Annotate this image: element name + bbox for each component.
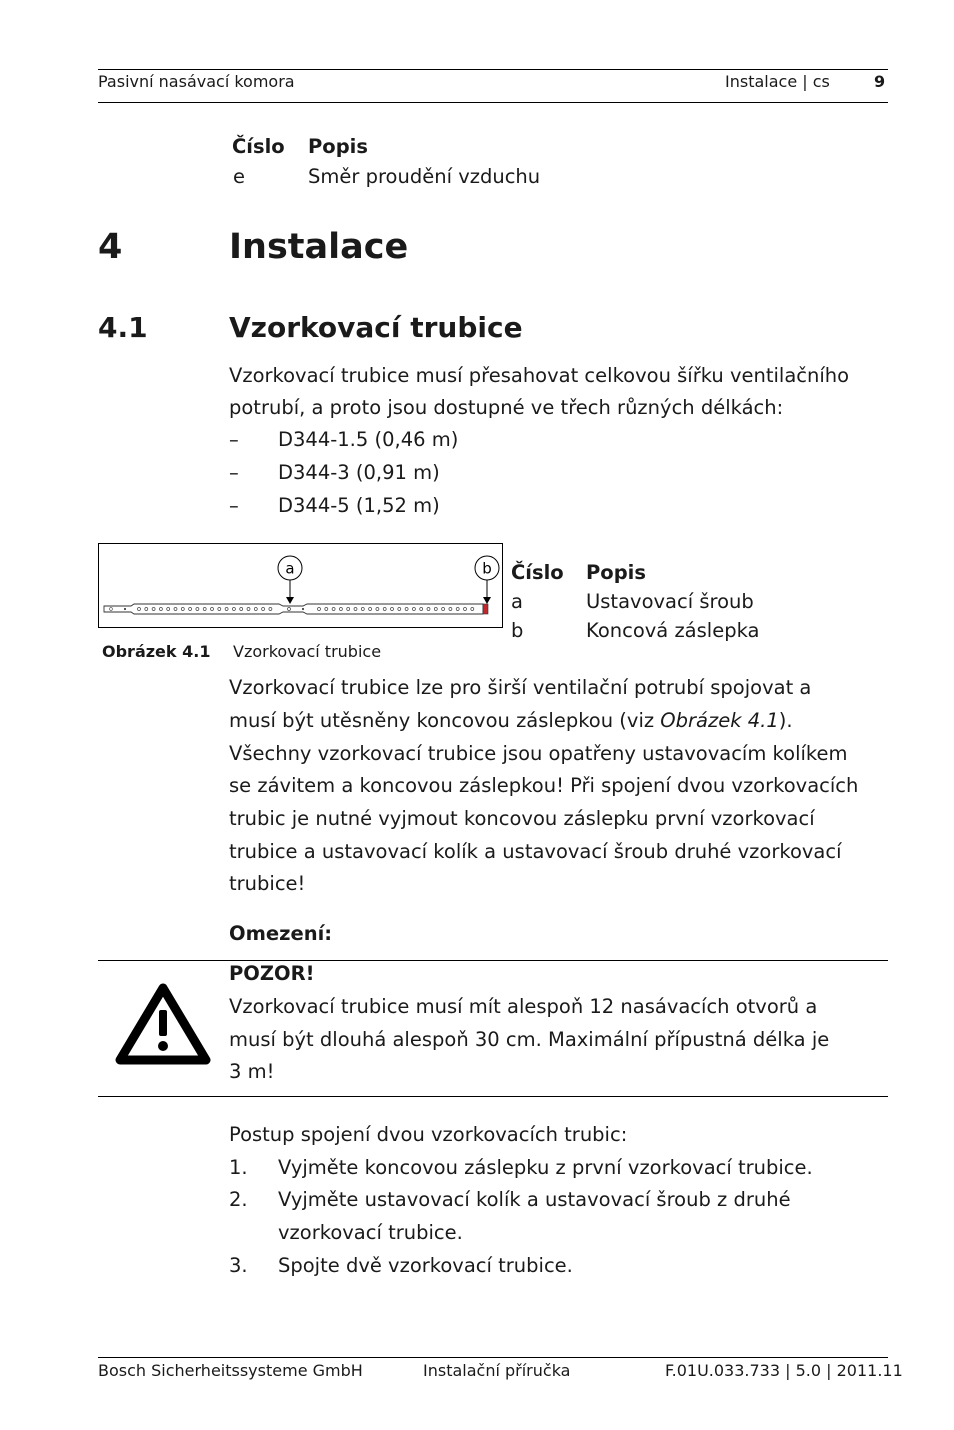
procedure-step-number: 3. [229,1254,248,1277]
callout-a-label: a [285,559,295,578]
tube-hole [318,608,321,611]
figure-table-col-number: Číslo [511,561,564,584]
intro-line-2: potrubí, a proto jsou dostupné ve třech různých délkách: [229,396,784,419]
procedure-step-number: 2. [229,1188,248,1211]
para-line: se závitem a koncovou záslepkou! Při spojení dvou vzorkovacích [229,774,859,797]
tube-hole [254,608,257,611]
end-cap [483,604,488,614]
figure-table-row-desc: Koncová záslepka [586,619,760,642]
length-bullet: – [229,428,239,451]
subsection-title: Vzorkovací trubice [229,311,523,344]
procedure-step-text-cont: vzorkovací trubice. [278,1221,463,1244]
warning-line: Vzorkovací trubice musí mít alespoň 12 nasávacích otvorů a [229,995,818,1018]
tube-hole [391,608,394,611]
tube-hole [174,608,177,611]
tube-hole [138,608,141,611]
length-bullet: – [229,494,239,517]
sampling-tube-drawing [99,544,502,627]
footer-company: Bosch Sicherheitssysteme GmbH [98,1361,363,1380]
top-table-row-desc: Směr proudění vzduchu [308,165,541,188]
tube-hole [159,608,162,611]
warning-line: musí být dlouhá alespoň 30 cm. Maximální přípustná délka je [229,1028,830,1051]
tube-hole [203,608,206,611]
figure-table-row-num: a [511,590,523,613]
warning-title: POZOR! [229,962,315,985]
tube-hole [376,608,379,611]
tube-hole [181,608,184,611]
figure-table-col-desc: Popis [586,561,646,584]
procedure-intro: Postup spojení dvou vzorkovacích trubic: [229,1123,628,1146]
tube-hole [189,608,192,611]
tube-hole [196,608,199,611]
footer-doc-id: F.01U.033.733 | 5.0 | 2011.11 [665,1361,903,1380]
para-line: Vzorkovací trubice lze pro širší ventilační potrubí spojovat a [229,676,812,699]
restrictions-heading: Omezení: [229,922,333,945]
tube-hole [369,608,372,611]
footer-manual-title: Instalační příručka [423,1361,571,1380]
tube-hole [434,608,437,611]
tube-hole [354,608,357,611]
tube-hole [124,608,126,610]
tube-hole [247,608,250,611]
length-item: D344-3 (0,91 m) [278,461,440,484]
tube-hole [325,608,328,611]
procedure-step-number: 1. [229,1156,248,1179]
tube-hole [240,608,243,611]
header-doc-title: Pasivní nasávací komora [98,72,295,91]
tube-hole [167,608,170,611]
tube-hole [145,608,148,611]
section-number: 4 [98,227,123,267]
tube-hole [269,608,272,611]
tube-hole [218,608,221,611]
tube-hole [288,608,291,611]
callout-b-arrow [483,597,491,604]
tube-hole [420,608,423,611]
tube-hole [405,608,408,611]
tube-hole [211,608,214,611]
tube-hole [347,608,350,611]
tube-hole [302,608,304,610]
figure-reference-link[interactable]: Obrázek 4.1 [660,709,779,732]
para-line: trubice! [229,872,306,895]
tube-hole [471,608,474,611]
page-number: 9 [874,72,886,91]
tube-hole [442,608,445,611]
header-chapter: Instalace | cs [725,72,830,91]
warning-top-rule [98,960,888,961]
footer-rule [98,1357,888,1358]
warning-line: 3 m! [229,1060,275,1083]
procedure-step-text: Vyjměte ustavovací kolík a ustavovací šroub z druhé [278,1188,791,1211]
subsection-number: 4.1 [98,311,148,344]
callout-a-arrow [286,597,294,604]
length-item: D344-5 (1,52 m) [278,494,440,517]
procedure-step-text: Spojte dvě vzorkovací trubice. [278,1254,573,1277]
length-item: D344-1.5 (0,46 m) [278,428,459,451]
tube-hole [361,608,364,611]
para-line-with-ref: musí být utěsněny koncovou záslepkou (viz Obrázek 4.1). [229,709,793,732]
header-top-rule [98,69,888,70]
tube-hole [232,608,235,611]
figure-table-row-num: b [511,619,524,642]
tube-hole [262,608,265,611]
top-table-col-desc: Popis [308,135,368,158]
tube-hole [225,608,228,611]
tube-hole [427,608,430,611]
tube-hole [339,608,342,611]
section-title: Instalace [229,227,409,267]
callout-b-label: b [482,559,492,578]
tube-hole [152,608,155,611]
top-table-col-number: Číslo [232,135,285,158]
figure-table-row-desc: Ustavovací šroub [586,590,754,613]
intro-line-1: Vzorkovací trubice musí přesahovat celkovou šířku ventilačního [229,364,850,387]
figure-caption-text: Vzorkovací trubice [233,642,382,661]
warning-bottom-rule [98,1096,888,1097]
para-line: trubic je nutné vyjmout koncovou záslepku první vzorkovací [229,807,815,830]
tube-hole [449,608,452,611]
header-bottom-rule [98,102,888,103]
tube-hole [398,608,401,611]
tube-hole [464,608,467,611]
figure-caption-label: Obrázek 4.1 [102,642,211,661]
para-line: Všechny vzorkovací trubice jsou opatřeny ustavovacím kolíkem [229,742,848,765]
length-bullet: – [229,461,239,484]
figure-sampling-tube [98,543,503,628]
tube-hole [412,608,415,611]
tube-hole [332,608,335,611]
top-table-row-num: e [233,165,245,188]
tube-hole [456,608,459,611]
warning-icon [112,980,214,1068]
tube-hole [383,608,386,611]
tube-hole [110,608,113,611]
procedure-step-text: Vyjměte koncovou záslepku z první vzorkovací trubice. [278,1156,813,1179]
para-line: trubice a ustavovací kolík a ustavovací šroub druhé vzorkovací [229,840,842,863]
